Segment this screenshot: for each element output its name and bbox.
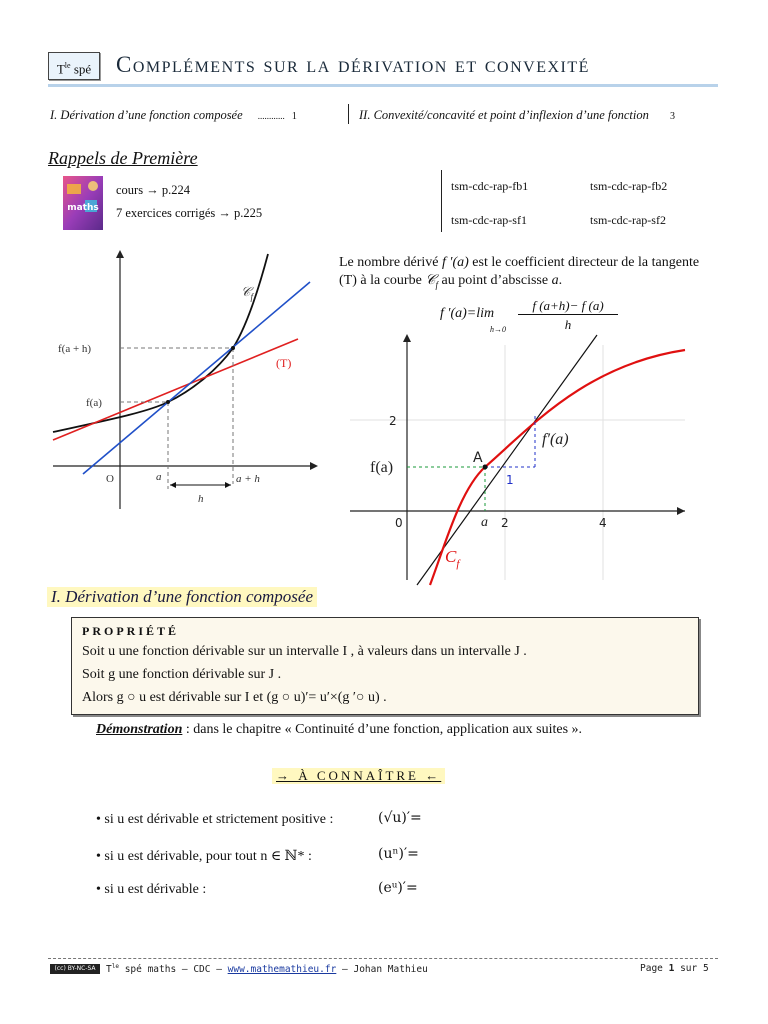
toc-item-1-page: 1 <box>291 111 297 122</box>
derivative-formula-left: f ′(a)=lim <box>440 306 495 321</box>
footer-page-total: sur 5 <box>674 963 709 974</box>
badge-suffix: spé <box>70 61 92 77</box>
footer-rule <box>48 958 718 959</box>
propriete-line-2: Soit g une fonction dérivable sur J . <box>82 667 282 682</box>
toc-item-1-dots: ............ <box>257 111 285 121</box>
title-rule <box>48 84 718 87</box>
h-arrow-right <box>225 482 231 488</box>
nombre-derive-text <box>339 254 719 294</box>
label-cf: 𝒞$_f$ <box>241 284 253 302</box>
x-axis-arrow <box>677 507 685 515</box>
point-a <box>166 400 170 404</box>
propriete-line-3: Alors g ○ u est dérivable sur I et (g ○ u)′= u′×(g ′○ u) . <box>82 690 387 705</box>
section-1-heading: I. Dérivation d’une fonction composée <box>47 587 317 607</box>
footer-page-label: Page <box>640 963 669 974</box>
page-title: Compléments sur la dérivation et convexité <box>116 52 590 77</box>
label-fprime-a: f′(a) <box>542 431 569 448</box>
label-a: a <box>481 515 488 530</box>
nd-a: a <box>551 273 559 288</box>
label-a: a <box>156 471 162 483</box>
label-fa: f(a) <box>86 397 102 409</box>
book-cover-icon <box>63 176 103 230</box>
footer-page <box>640 963 709 974</box>
footer-author: – Johan Mathieu <box>336 964 428 976</box>
bullet-exp: • si u est dérivable : <box>96 882 207 897</box>
label-fa: f(a) <box>370 459 394 476</box>
x-axis-arrow <box>310 462 318 470</box>
footer-level-sup: le <box>111 963 119 970</box>
demonstration-label: Démonstration <box>96 722 183 737</box>
bullet-sqrt: • si u est dérivable et strictement positive : <box>96 812 334 827</box>
propriete-box <box>71 617 699 715</box>
code-sf1[interactable]: tsm-cdc-rap-sf1 <box>451 213 527 227</box>
nd-fa: f ′(a) <box>442 255 469 270</box>
secant-line <box>83 282 310 474</box>
tick-y2: 2 <box>389 414 397 428</box>
h-arrow-left <box>170 482 176 488</box>
toc-item-2-label: II. Convexité/concavité et point d’inflexion d’une fonction <box>359 108 649 122</box>
rappels-heading: Rappels de Première <box>48 148 198 168</box>
level-badge <box>48 52 100 80</box>
derivative-formula-num: f (a+h)− f (a) <box>518 298 618 315</box>
point-A <box>483 465 488 470</box>
rappels-exercices[interactable]: 7 exercices corrigés → p.225 <box>116 206 263 220</box>
point-ah <box>231 346 235 350</box>
toc-item-2[interactable] <box>359 108 675 123</box>
footer-level: T <box>106 964 112 976</box>
tick-origin: 0 <box>395 516 403 530</box>
toc-item-2-page: 3 <box>669 111 675 122</box>
label-origin: O <box>106 473 114 485</box>
label-ah: a + h <box>236 473 260 485</box>
code-fb2[interactable]: tsm-cdc-rap-fb2 <box>590 179 668 193</box>
label-A: A <box>473 450 483 466</box>
propriete-line-1: Soit u une fonction dérivable sur un intervalle I , à valeurs dans un intervalle J . <box>82 644 527 659</box>
license-badge-icon: (cc) BY-NC-SA <box>50 964 100 974</box>
label-fah: f(a + h) <box>58 343 92 355</box>
nd-text-3: tangente (T) à la courbe <box>339 255 700 288</box>
badge-main: T <box>56 61 65 77</box>
label-tangent: (T) <box>276 356 292 370</box>
demonstration-text: : dans le chapitre « Continuité d’une fonction, application aux suites ». <box>182 722 583 737</box>
derivative-formula-den: h <box>564 317 572 332</box>
propriete-title: PROPRIÉTÉ <box>82 624 180 638</box>
footer-left <box>106 963 428 975</box>
tangent-secant-diagram <box>48 244 318 514</box>
formula-sqrt: (√u)′= <box>378 810 422 826</box>
toc-divider <box>348 104 349 124</box>
derivative-formula-sub: h→0 <box>490 325 506 334</box>
bullet-power: • si u est dérivable, pour tout n ∈ ℕ* : <box>96 849 312 864</box>
derivative-graph <box>345 330 690 590</box>
label-step-1: 1 <box>506 473 514 487</box>
footer-page-number: 1 <box>668 963 675 974</box>
nd-cf: 𝒞$_f$ <box>425 273 439 290</box>
badge-sup: le <box>64 61 71 70</box>
book-cover-label: maths <box>67 203 99 213</box>
footer-text-1: spé maths – CDC – <box>118 964 228 976</box>
nd-text-2: est le coefficient directeur de la <box>472 255 649 270</box>
formula-power: (uⁿ)′= <box>378 846 419 862</box>
formula-exp: (eᵘ)′= <box>378 880 418 896</box>
a-connaitre-heading: → À CONNAÎTRE ← <box>272 768 445 784</box>
code-sf2[interactable]: tsm-cdc-rap-sf2 <box>590 213 666 227</box>
nd-text-1: Le nombre dérivé <box>339 255 439 270</box>
rappels-cours[interactable]: cours → p.224 <box>116 183 190 197</box>
codes-divider <box>441 170 442 232</box>
tick-x4: 4 <box>599 516 607 530</box>
label-cf: $C_f$ <box>445 547 460 570</box>
demonstration <box>96 722 582 738</box>
toc-item-1[interactable] <box>50 108 297 123</box>
label-h: h <box>198 493 204 505</box>
nd-text-4: au point d’abscisse <box>441 273 549 288</box>
y-axis-arrow <box>403 334 411 342</box>
code-fb1[interactable]: tsm-cdc-rap-fb1 <box>451 179 529 193</box>
y-axis-arrow <box>116 250 124 258</box>
toc-item-1-label: I. Dérivation d’une fonction composée <box>50 108 243 122</box>
tick-x2: 2 <box>501 516 509 530</box>
nd-text-5: . <box>558 273 563 288</box>
footer-link[interactable]: www.mathemathieu.fr <box>227 964 337 976</box>
